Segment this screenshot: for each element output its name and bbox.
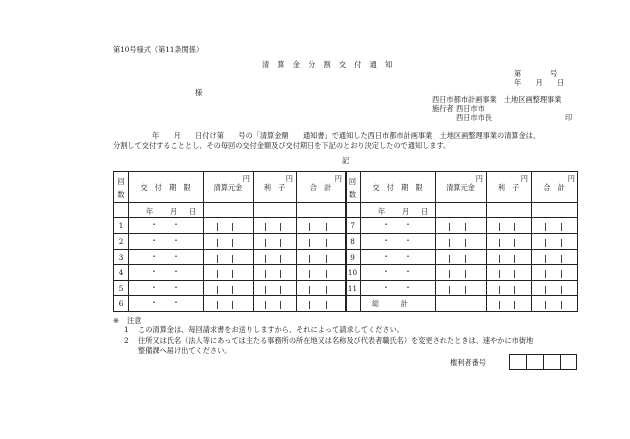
digit-tick: [232, 301, 233, 309]
grid-line: [114, 233, 577, 234]
date-dot: ・: [150, 283, 158, 292]
date-dot: ・: [172, 267, 180, 276]
digit-tick: [326, 255, 327, 263]
digit-tick: [545, 239, 546, 247]
digit-tick: [309, 255, 310, 263]
digit-tick: [545, 255, 546, 263]
header-count-top: 回: [348, 177, 357, 186]
digit-tick: [232, 286, 233, 294]
box-divider: [543, 355, 544, 369]
digit-tick: [499, 270, 500, 278]
date-dot: ・: [150, 220, 158, 229]
digit-tick: [217, 301, 218, 309]
grid-line: [435, 172, 436, 311]
digit-tick: [265, 270, 266, 278]
digit-tick: [465, 270, 466, 278]
date-dot: ・: [150, 236, 158, 245]
month-label: 月: [402, 207, 410, 216]
row-number: 2: [118, 237, 124, 246]
digit-tick: [545, 270, 546, 278]
digit-tick: [561, 255, 562, 263]
date-dot: ・: [382, 252, 390, 261]
digit-tick: [326, 270, 327, 278]
form-number: 第10号様式（第11条関係）: [113, 45, 204, 54]
digit-tick: [280, 301, 281, 309]
digit-tick: [280, 286, 281, 294]
grid-line: [114, 217, 577, 218]
grid-line: [114, 264, 577, 265]
note-2-number: 2: [124, 336, 129, 345]
date-dot: ・: [404, 236, 412, 245]
project-name: 西日市都市計画事業 土地区画整理事業: [432, 95, 562, 104]
note-1-text: この清算金は、毎回請求書をお送りしますから、それによって請求してください。: [138, 325, 404, 334]
digit-tick: [561, 286, 562, 294]
date-dot: ・: [150, 267, 158, 276]
digit-tick: [217, 255, 218, 263]
digit-tick: [232, 239, 233, 247]
digit-tick: [514, 255, 515, 263]
digit-tick: [499, 239, 500, 247]
digit-tick: [217, 270, 218, 278]
digit-tick: [217, 223, 218, 231]
header-settlement: 清算元金: [213, 183, 243, 192]
date-dot: ・: [382, 236, 390, 245]
digit-tick: [449, 223, 450, 231]
digit-tick: [499, 301, 500, 309]
row-number: 1: [118, 221, 124, 230]
date-dot: ・: [404, 252, 412, 261]
row-number: 7: [350, 221, 355, 230]
grid-line: [360, 172, 361, 311]
digit-tick: [280, 239, 281, 247]
yen-unit: 円: [567, 174, 575, 183]
digit-tick: [217, 239, 218, 247]
grid-line: [128, 172, 129, 311]
date-dot: ・: [150, 252, 158, 261]
date-dot: ・: [172, 252, 180, 261]
digit-tick: [326, 223, 327, 231]
digit-tick: [449, 255, 450, 263]
digit-tick: [499, 255, 500, 263]
seal-mark: 印: [565, 113, 573, 122]
note-mark: ※: [113, 316, 120, 325]
digit-tick: [545, 223, 546, 231]
digit-tick: [326, 286, 327, 294]
digit-tick: [499, 286, 500, 294]
digit-tick: [280, 270, 281, 278]
digit-tick: [309, 239, 310, 247]
row-number: 8: [350, 237, 355, 246]
yen-unit: 円: [242, 174, 250, 183]
digit-tick: [514, 270, 515, 278]
date-dot: ・: [172, 236, 180, 245]
note-heading: 注意: [127, 316, 142, 325]
digit-tick: [545, 301, 546, 309]
enforcer-name: 西日市市: [456, 104, 485, 113]
grid-line: [114, 202, 577, 203]
digit-tick: [232, 223, 233, 231]
grid-line: [203, 172, 204, 311]
digit-tick: [465, 286, 466, 294]
date-dot: ・: [172, 298, 180, 307]
date-dot: ・: [404, 267, 412, 276]
day-label: 日: [421, 207, 429, 216]
body-line-1: 年 月 日付け第 号の「清算金額 通知書」で通知した西日市都市計画事業 土地区画整理事業の清算金は、: [152, 131, 541, 140]
digit-tick: [561, 270, 562, 278]
digit-tick: [326, 239, 327, 247]
digit-tick: [561, 239, 562, 247]
digit-tick: [309, 223, 310, 231]
grid-line: [114, 280, 577, 281]
digit-tick: [514, 286, 515, 294]
yen-unit: 円: [285, 174, 293, 183]
digit-tick: [280, 255, 281, 263]
digit-tick: [326, 301, 327, 309]
grid-line: [253, 172, 254, 311]
header-interest: 利 子: [497, 183, 520, 192]
digit-tick: [309, 301, 310, 309]
ki-heading: 記: [342, 156, 350, 165]
date-dot: ・: [404, 220, 412, 229]
note-2-line-2: 整備課へ届け出てください。: [138, 346, 232, 355]
rights-holder-number-boxes[interactable]: [509, 354, 577, 370]
grid-line: [531, 172, 532, 311]
yen-unit: 円: [520, 174, 528, 183]
header-due-date: 交 付 期 限: [140, 183, 191, 192]
row-number: 11: [347, 284, 358, 293]
digit-tick: [545, 286, 546, 294]
row-number: 6: [118, 299, 124, 308]
header-total: 合 計: [543, 183, 565, 192]
date-dot: ・: [172, 220, 180, 229]
digit-tick: [465, 255, 466, 263]
grid-line: [114, 249, 577, 250]
digit-tick: [465, 239, 466, 247]
enforcer-label: 施行者: [432, 104, 454, 113]
year-label: 年: [146, 207, 154, 216]
row-number: 5: [118, 284, 124, 293]
digit-tick: [232, 255, 233, 263]
header-count-bottom: 数: [348, 190, 357, 199]
digit-tick: [232, 270, 233, 278]
rights-holder-label: 権利者番号: [450, 358, 486, 367]
mayor-label: 西日市市長: [456, 113, 492, 122]
day-label: 日: [189, 207, 197, 216]
grid-line: [296, 172, 297, 311]
date-dot: ・: [382, 267, 390, 276]
document-number: 第 号: [514, 69, 558, 78]
digit-tick: [309, 270, 310, 278]
header-settlement: 清算元金: [446, 183, 475, 192]
row-number: 3: [118, 253, 124, 262]
row-number: 10: [347, 268, 358, 277]
header-count-bottom: 数: [117, 190, 125, 199]
yen-unit: 円: [334, 174, 342, 183]
digit-tick: [449, 286, 450, 294]
document-date: 年 月 日: [514, 78, 565, 87]
digit-tick: [561, 301, 562, 309]
body-line-2: 分割して交付することとし、その毎回の交付金額及び交付期日を下記のとおり決定したので通知します。: [113, 141, 451, 150]
grand-total-label: 総 計: [372, 299, 408, 308]
box-divider: [526, 355, 527, 369]
header-due-date: 交 付 期 限: [372, 183, 423, 192]
header-interest: 利 子: [263, 183, 286, 192]
header-count-top: 回: [117, 177, 125, 186]
digit-tick: [514, 223, 515, 231]
recipient-honorific: 様: [195, 88, 203, 97]
digit-tick: [449, 239, 450, 247]
date-dot: ・: [382, 220, 390, 229]
digit-tick: [265, 223, 266, 231]
date-dot: ・: [150, 298, 158, 307]
row-number: 4: [118, 268, 124, 277]
installment-table: [113, 171, 578, 312]
header-total: 合 計: [309, 183, 332, 192]
date-dot: ・: [404, 283, 412, 292]
digit-tick: [280, 223, 281, 231]
digit-tick: [265, 286, 266, 294]
box-divider: [560, 355, 561, 369]
grid-line: [486, 172, 487, 311]
row-number: 9: [350, 253, 355, 262]
month-label: 月: [170, 207, 178, 216]
grid-line: [114, 295, 577, 296]
note-1-number: 1: [124, 325, 129, 334]
digit-tick: [217, 286, 218, 294]
digit-tick: [465, 223, 466, 231]
digit-tick: [449, 270, 450, 278]
digit-tick: [265, 301, 266, 309]
digit-tick: [265, 255, 266, 263]
digit-tick: [265, 239, 266, 247]
document-title: 清 算 金 分 割 交 付 通 知: [262, 60, 393, 69]
digit-tick: [309, 286, 310, 294]
year-label: 年: [378, 207, 386, 216]
yen-unit: 円: [475, 174, 483, 183]
date-dot: ・: [172, 283, 180, 292]
digit-tick: [561, 223, 562, 231]
note-2-line-1: 住所又は氏名（法人等にあっては主たる事務所の所在地又は名称及び代表者職氏名）を変更されたときは、速やかに市街地: [138, 336, 534, 345]
digit-tick: [514, 301, 515, 309]
digit-tick: [499, 223, 500, 231]
digit-tick: [514, 239, 515, 247]
date-dot: ・: [382, 283, 390, 292]
